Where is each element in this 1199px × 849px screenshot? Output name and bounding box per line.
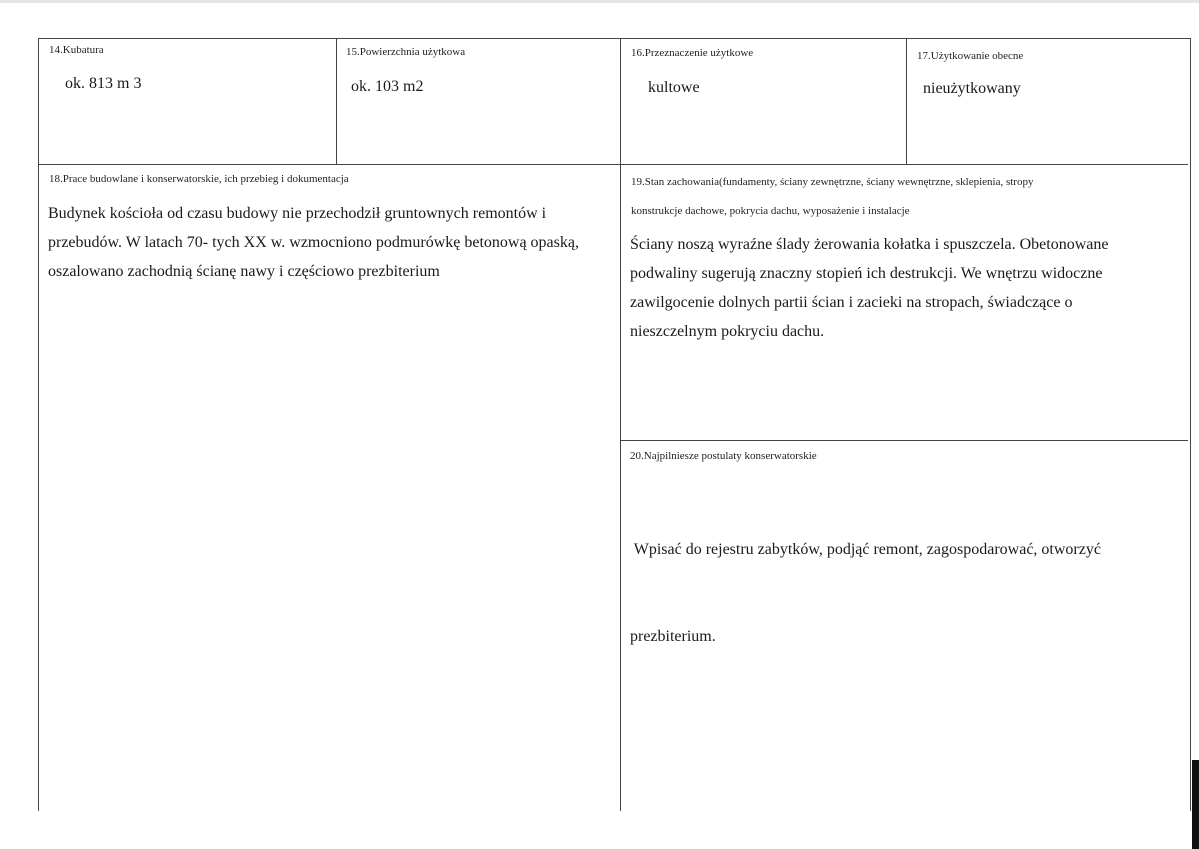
- field-14-value: ok. 813 m 3: [65, 75, 142, 92]
- field-18-line: Budynek kościoła od czasu budowy nie przechodził gruntownych remontów i: [48, 205, 547, 222]
- field-16-value: kultowe: [648, 79, 700, 96]
- field-20-postulaty: [621, 441, 1188, 811]
- field-19-value: [630, 230, 1186, 346]
- field-19-line: Ściany noszą wyraźne ślady żerowania kołatka i spuszczela. Obetonowane: [630, 236, 1109, 253]
- scan-dark-edge: [1192, 760, 1199, 849]
- field-20-value: [630, 477, 1186, 709]
- field-18-label: 18.Prace budowlane i konserwatorskie, ich przebieg i dokumentacja: [49, 173, 349, 185]
- field-18-line: oszalowano zachodnią ścianę nawy i częściowo prezbiterium: [48, 263, 440, 280]
- field-17-value: nieużytkowany: [923, 80, 1021, 97]
- scan-top-edge: [0, 0, 1199, 3]
- field-19-label-line: konstrukcje dachowe, pokrycia dachu, wyposażenie i instalacje: [631, 205, 910, 217]
- field-17-uzytkowanie: [907, 39, 1188, 165]
- field-19-line: podwaliny sugerują znaczny stopień ich destrukcji. We wnętrzu widoczne: [630, 265, 1103, 282]
- field-16-przeznaczenie: [621, 39, 907, 165]
- field-20-label: 20.Najpilniesze postulaty konserwatorskie: [630, 450, 817, 462]
- field-20-line: prezbiterium.: [630, 628, 716, 645]
- field-18-value: [48, 199, 620, 286]
- field-16-label: 16.Przeznaczenie użytkowe: [631, 47, 754, 59]
- field-14-label: 14.Kubatura: [49, 44, 104, 56]
- field-20-line: Wpisać do rejestru zabytków, podjąć remont, zagospodarować, otworzyć: [630, 541, 1101, 558]
- field-19-line: zawilgocenie dolnych partii ścian i zacieki na stropach, świadczące o: [630, 294, 1073, 311]
- field-19-label: [631, 175, 1033, 218]
- field-15-label: 15.Powierzchnia użytkowa: [346, 46, 466, 58]
- field-15-powierzchnia: [337, 39, 621, 165]
- inventory-form: [38, 38, 1191, 811]
- field-18-line: przebudów. W latach 70- tych XX w. wzmocniono podmurówkę betonową opaską,: [48, 234, 579, 251]
- field-19-stan-zachowania: [621, 165, 1188, 441]
- field-14-kubatura: [39, 39, 337, 165]
- field-19-label-line: 19.Stan zachowania(fundamenty, ściany zewnętrzne, ściany wewnętrzne, sklepienia, stropy: [631, 176, 1034, 188]
- field-19-line: nieszczelnym pokryciu dachu.: [630, 323, 825, 340]
- field-17-label: 17.Użytkowanie obecne: [917, 50, 1024, 62]
- field-18-prace-budowlane: [39, 165, 621, 811]
- field-15-value: ok. 103 m2: [351, 78, 424, 95]
